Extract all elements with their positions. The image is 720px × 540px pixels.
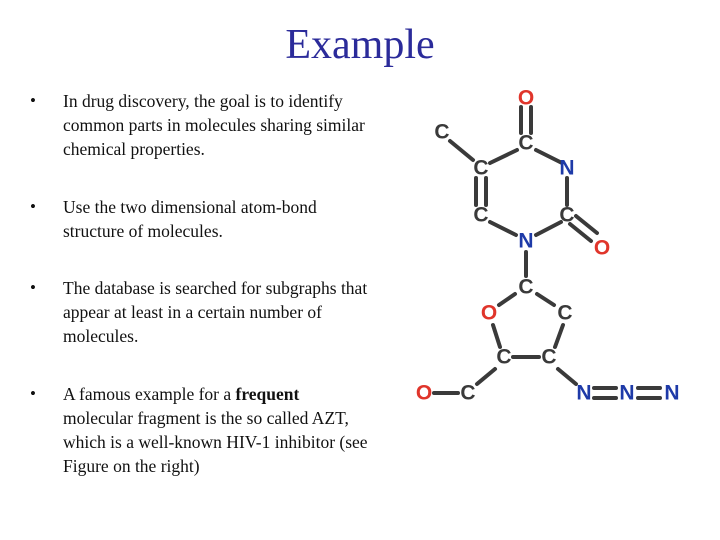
- atom-carbon-6: C: [559, 203, 575, 227]
- bond-c3-c1: [450, 141, 473, 160]
- bullet-item: [30, 276, 370, 348]
- bond-c13-c16: [477, 369, 495, 384]
- bullet-text: Use the two dimensional atom-bond structure of molecules.: [63, 197, 317, 241]
- atom-carbon-5: C: [473, 203, 489, 227]
- bullet-glyph: •: [30, 278, 36, 297]
- bullet-text-pre: A famous example for a: [63, 384, 236, 404]
- atom-carbon-14: C: [541, 345, 557, 369]
- bullet-item: [30, 89, 370, 161]
- bond-c2-n4: [536, 150, 562, 163]
- atom-carbon-methyl: C: [434, 120, 450, 144]
- atom-oxygen-11: O: [480, 301, 498, 325]
- atom-carbon-4: C: [473, 156, 489, 180]
- atom-carbon-10: C: [518, 275, 534, 299]
- bullet-glyph: •: [30, 384, 36, 403]
- atom-carbon-16: C: [460, 381, 476, 405]
- bullet-text: In drug discovery, the goal is to identify common parts in molecules sharing similar chemical properties.: [63, 91, 365, 159]
- bond-o11-c13: [493, 325, 500, 347]
- atom-oxygen-1: O: [517, 86, 535, 110]
- bullet-glyph: •: [30, 197, 36, 216]
- atom-carbon-2: C: [518, 131, 534, 155]
- atom-nitrogen-19: N: [664, 381, 680, 405]
- bond-c14-n17: [558, 369, 576, 384]
- atom-nitrogen-18: N: [619, 381, 635, 405]
- bullet-glyph: •: [30, 91, 36, 110]
- azt-molecule-diagram: [400, 75, 700, 415]
- bond-c10-o11: [499, 294, 515, 305]
- atoms: [416, 87, 680, 405]
- bullet-text-post: molecular fragment is the so called AZT, which is a well-known HIV-1 inhibitor (see Figure on the right): [63, 408, 368, 476]
- atom-nitrogen-3: N: [559, 156, 575, 180]
- bond-c5-n9: [490, 222, 516, 235]
- slide-title: Example: [285, 22, 435, 68]
- atom-nitrogen-17: N: [576, 381, 592, 405]
- bullet-item: [30, 382, 370, 478]
- atom-carbon-12: C: [557, 301, 573, 325]
- bond-c6-n9: [536, 222, 561, 235]
- bullet-item: [30, 195, 370, 243]
- atom-oxygen-8: O: [593, 236, 611, 260]
- bond-c2-c3: [490, 150, 517, 163]
- bond-c12-c14: [555, 325, 563, 347]
- bullet-text: The database is searched for subgraphs that appear at least in a certain number of molecules.: [63, 278, 368, 346]
- bullet-text: [63, 384, 368, 476]
- bond-c10-c12: [537, 294, 554, 305]
- atom-nitrogen-9: N: [518, 229, 534, 253]
- atom-oxygen-15: O: [415, 381, 433, 405]
- bullet-list: [30, 89, 370, 478]
- atom-carbon-13: C: [496, 345, 512, 369]
- bullet-text-strong: frequent: [235, 384, 300, 404]
